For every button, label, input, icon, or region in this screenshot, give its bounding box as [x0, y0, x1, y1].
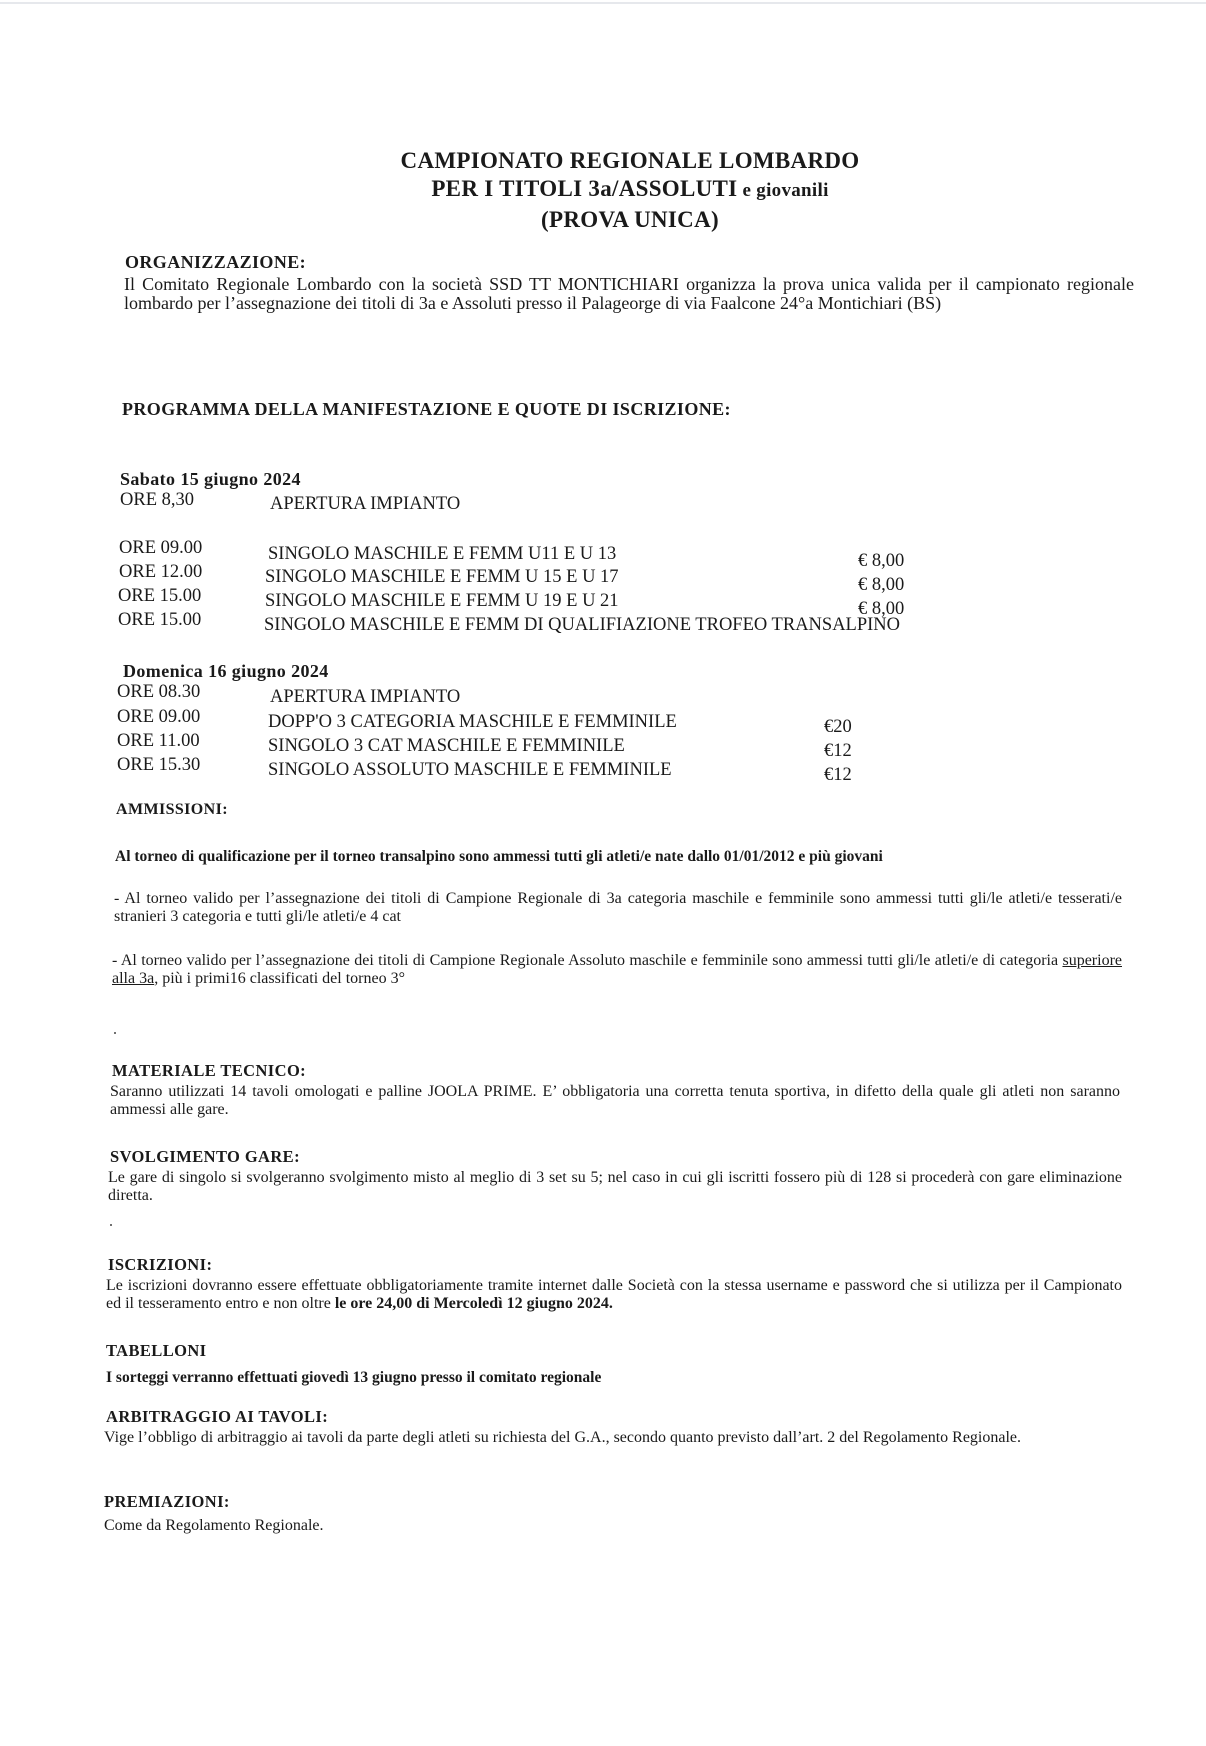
scan-speck [110, 1224, 112, 1226]
day2-row-3-event: SINGOLO ASSOLUTO MASCHILE E FEMMINILE [268, 760, 672, 780]
premiazioni-text: Come da Regolamento Regionale. [104, 1517, 324, 1534]
ammissioni-bold-line: Al torneo di qualificazione per il torneo transalpino sono ammessi tutti gli atleti/e nate dallo 01/01/2012 e più giovani [115, 848, 883, 865]
premiazioni-heading: PREMIAZIONI: [104, 1492, 230, 1511]
title-line-1: CAMPIONATO REGIONALE LOMBARDO [400, 148, 860, 173]
tabelloni-heading: TABELLONI [106, 1341, 207, 1360]
day2-row-3-fee: €12 [824, 765, 852, 785]
organizzazione-heading: ORGANIZZAZIONE: [125, 252, 307, 272]
day1-row-2-time: ORE 12.00 [119, 562, 203, 582]
ammissioni-heading: AMMISSIONI: [116, 801, 228, 818]
day1-row-3-time: ORE 15.00 [118, 586, 202, 606]
arbitraggio-text: Vige l’obbligo di arbitraggio ai tavoli da parte degli atleti su richiesta del G.A., secondo quanto previsto dall’art. 2 del Regolamento Regionale. [104, 1429, 1022, 1446]
title-line-3: (PROVA UNICA) [541, 207, 719, 232]
day2-row-2-fee: €12 [824, 741, 852, 761]
day2-row-1-time: ORE 09.00 [117, 707, 201, 727]
day2-row-2-time: ORE 11.00 [117, 731, 200, 751]
ammissioni-para-1: - Al torneo valido per l’assegnazione dei titoli di Campione Regionale di 3a categoria maschile e femminile sono ammessi tutti gli/le atleti/e tesserati/e stranieri 3 categoria e tutti gli/le atleti/e 4 cat [114, 890, 1122, 925]
materiale-text: Saranno utilizzati 14 tavoli omologati e palline JOOLA PRIME. E’ obbligatoria una corretta tenuta sportiva, in difetto della quale gli atleti non saranno ammessi alle gare. [110, 1083, 1120, 1118]
day1-row-3-fee: € 8,00 [858, 599, 905, 619]
arbitraggio-heading: ARBITRAGGIO AI TAVOLI: [106, 1407, 329, 1426]
day1-row-3-event: SINGOLO MASCHILE E FEMM U 19 E U 21 [265, 591, 619, 611]
day1-row-4-time: ORE 15.00 [118, 610, 202, 630]
title-line-2: PER I TITOLI 3a/ASSOLUTI e giovanili [431, 176, 829, 201]
day2-row-3-time: ORE 15.30 [117, 755, 201, 775]
iscrizioni-heading: ISCRIZIONI: [108, 1255, 213, 1274]
day2-row-0-time: ORE 08.30 [117, 682, 201, 702]
scan-speck [114, 1032, 116, 1034]
day1-row-0-event: APERTURA IMPIANTO [270, 494, 461, 514]
day1-row-1-fee: € 8,00 [858, 551, 905, 571]
day2-row-1-fee: €20 [824, 717, 852, 737]
day2-row-2-event: SINGOLO 3 CAT MASCHILE E FEMMINILE [268, 736, 625, 756]
programma-heading: PROGRAMMA DELLA MANIFESTAZIONE E QUOTE DI ISCRIZIONE: [122, 399, 731, 419]
day1-row-1-time: ORE 09.00 [119, 538, 203, 558]
day1-row-2-fee: € 8,00 [858, 575, 905, 595]
tabelloni-text: I sorteggi verranno effettuati giovedì 13 giugno presso il comitato regionale [106, 1369, 602, 1386]
day1-row-2-event: SINGOLO MASCHILE E FEMM U 15 E U 17 [265, 567, 619, 587]
day1-row-4-event: SINGOLO MASCHILE E FEMM DI QUALIFIAZIONE TROFEO TRANSALPINO [264, 615, 901, 635]
ammissioni-para-2: - Al torneo valido per l’assegnazione dei titoli di Campione Regionale Assoluto maschile e femminile sono ammessi tutti gli/le atleti/e di categoria superiore alla 3a, più i primi16 classificati del torneo 3° [112, 952, 1122, 987]
iscrizioni-text: Le iscrizioni dovranno essere effettuate obbligatoriamente tramite internet dalle Società con la stessa username e password che si utilizza per il Campionato ed il tesseramento entro e non oltre le ore 24,00 di Mercoledì 12 giugno 2024. [106, 1277, 1122, 1312]
day1-label: Sabato 15 giugno 2024 [120, 469, 301, 489]
organizzazione-text: Il Comitato Regionale Lombardo con la società SSD TT MONTICHIARI organizza la prova unica valida per il campionato regionale lombardo per l’assegnazione dei titoli di 3a e Assoluti presso il Palageorge di via Faalcone 24°a Montichiari (BS) [124, 274, 1134, 313]
materiale-heading: MATERIALE TECNICO: [112, 1061, 307, 1080]
day2-label: Domenica 16 giugno 2024 [123, 661, 329, 681]
svolgimento-heading: SVOLGIMENTO GARE: [110, 1147, 300, 1166]
svolgimento-text: Le gare di singolo si svolgeranno svolgimento misto al meglio di 3 set su 5; nel caso in cui gli iscritti fossero più di 128 si procederà con gare eliminazione diretta. [108, 1169, 1122, 1204]
day1-row-0-time: ORE 8,30 [120, 490, 194, 510]
day1-row-1-event: SINGOLO MASCHILE E FEMM U11 E U 13 [268, 544, 617, 564]
day2-row-1-event: DOPP'O 3 CATEGORIA MASCHILE E FEMMINILE [268, 712, 677, 732]
day2-row-0-event: APERTURA IMPIANTO [270, 687, 461, 707]
